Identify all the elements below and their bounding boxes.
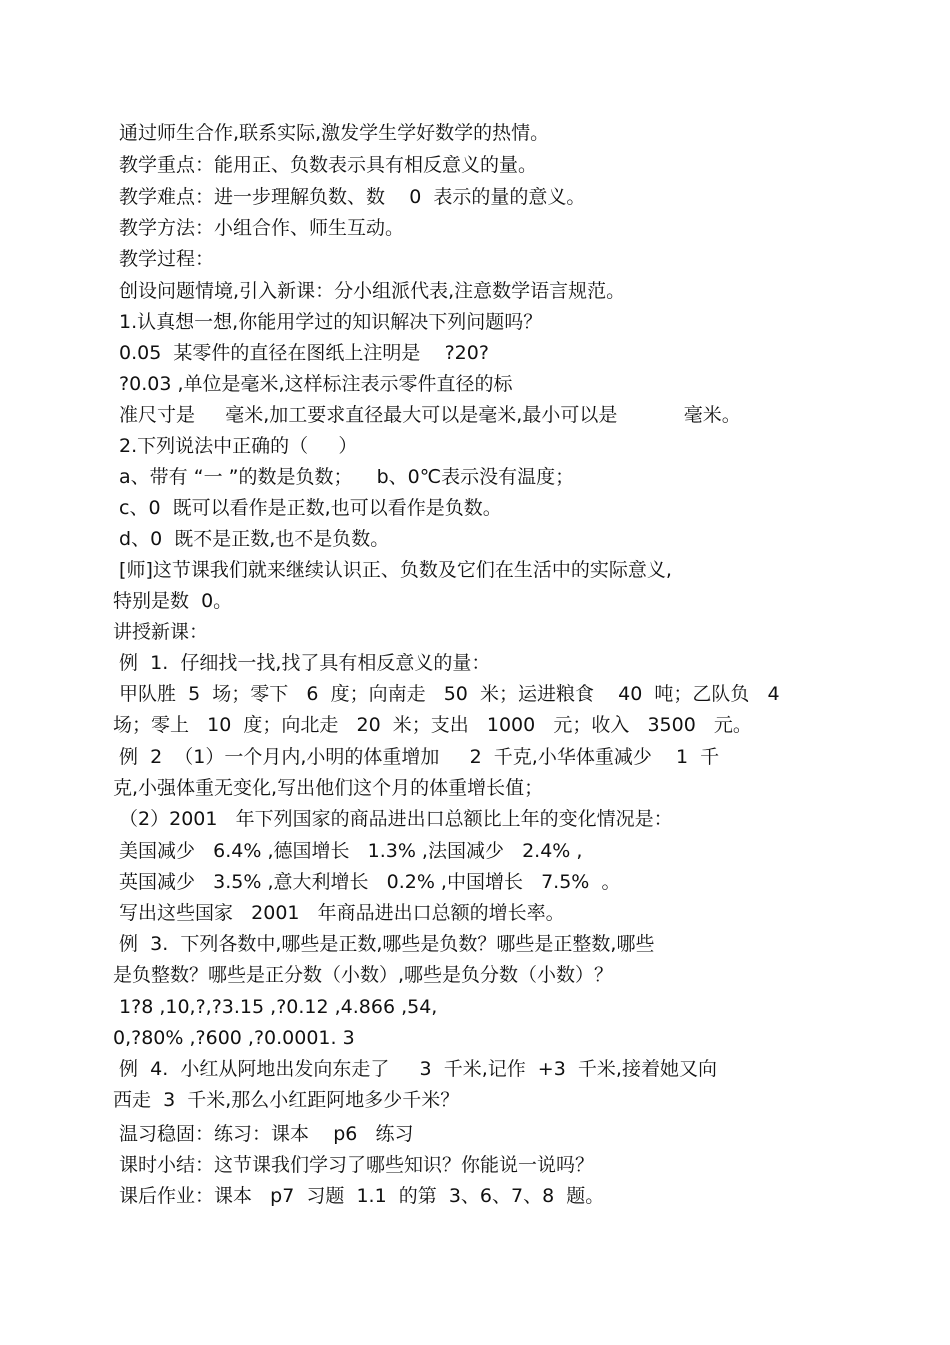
text-line: 1?8 ,10,?,?3.15 ,?0.12 ,4.866 ,54, — [113, 996, 438, 1018]
text-line: 英国减少 3.5% ,意大利增长 0.2% ,中国增长 7.5% 。 — [113, 871, 621, 893]
text-line: 例 2 （1）一个月内,小明的体重增加 2 千克,小华体重减少 1 千 — [113, 746, 720, 768]
text-line: 0,?80% ,?600 ,?0.0001. 3 — [113, 1027, 355, 1049]
text-line: 教学难点：进一步理解负数、数 0 表示的量的意义。 — [113, 186, 586, 208]
text-line: 课时小结：这节课我们学习了哪些知识？你能说一说吗？ — [113, 1154, 595, 1176]
text-line: （2）2001 年下列国家的商品进出口总额比上年的变化情况是： — [113, 808, 673, 830]
text-line: c、0 既可以看作是正数,也可以看作是负数。 — [113, 497, 502, 519]
text-line: 创设问题情境,引入新课：分小组派代表,注意数学语言规范。 — [113, 280, 626, 302]
text-line: 准尺寸是 毫米,加工要求直径最大可以是毫米,最小可以是 毫米。 — [113, 404, 741, 426]
text-line: ?0.03 ,单位是毫米,这样标注表示零件直径的标 — [113, 373, 513, 395]
text-line: 教学过程： — [113, 248, 215, 270]
text-line: 2.下列说法中正确的（ ） — [113, 435, 358, 457]
text-line: 课后作业：课本 p7 习题 1.1 的第 3、6、7、8 题。 — [113, 1185, 605, 1207]
text-line: 温习稳固：练习：课本 p6 练习 — [113, 1123, 414, 1145]
text-line: 特别是数 0。 — [113, 590, 233, 612]
text-line: 西走 3 千米,那么小红距阿地多少千米？ — [113, 1089, 460, 1111]
text-line: 美国减少 6.4% ,德国增长 1.3% ,法国减少 2.4% , — [113, 840, 583, 862]
text-line: 是负整数？哪些是正分数（小数）,哪些是负分数（小数）？ — [113, 964, 614, 986]
text-line: 0.05 某零件的直径在图纸上注明是 ?20? — [113, 342, 489, 364]
text-line: d、0 既不是正数,也不是负数。 — [113, 528, 390, 550]
text-line: 通过师生合作,联系实际,激发学生学好数学的热情。 — [113, 122, 550, 144]
text-line: [师]这节课我们就来继续认识正、负数及它们在生活中的实际意义, — [113, 559, 672, 581]
text-line: 甲队胜 5 场；零下 6 度；向南走 50 米；运进粮食 40 吨；乙队负 4 — [113, 683, 780, 705]
text-line: 场；零上 10 度；向北走 20 米；支出 1000 元；收入 3500 元。 — [113, 714, 752, 736]
text-line: a、带有 “一 ”的数是负数； b、0℃表示没有温度； — [113, 466, 575, 488]
text-line: 讲授新课： — [113, 621, 209, 643]
text-line: 例 1. 仔细找一找,找了具有相反意义的量： — [113, 652, 491, 674]
text-line: 例 3. 下列各数中,哪些是正数,哪些是负数？哪些是正整数,哪些 — [113, 933, 655, 955]
text-line: 教学重点：能用正、负数表示具有相反意义的量。 — [113, 154, 538, 176]
text-line: 1.认真想一想,你能用学过的知识解决下列问题吗？ — [113, 311, 543, 333]
text-line: 教学方法：小组合作、师生互动。 — [113, 217, 405, 239]
text-line: 克,小强体重无变化,写出他们这个月的体重增长值； — [113, 777, 544, 799]
text-line: 写出这些国家 2001 年商品进出口总额的增长率。 — [113, 902, 565, 924]
text-line: 例 4. 小红从阿地出发向东走了 3 千米,记作 +3 千米,接着她又向 — [113, 1058, 717, 1080]
